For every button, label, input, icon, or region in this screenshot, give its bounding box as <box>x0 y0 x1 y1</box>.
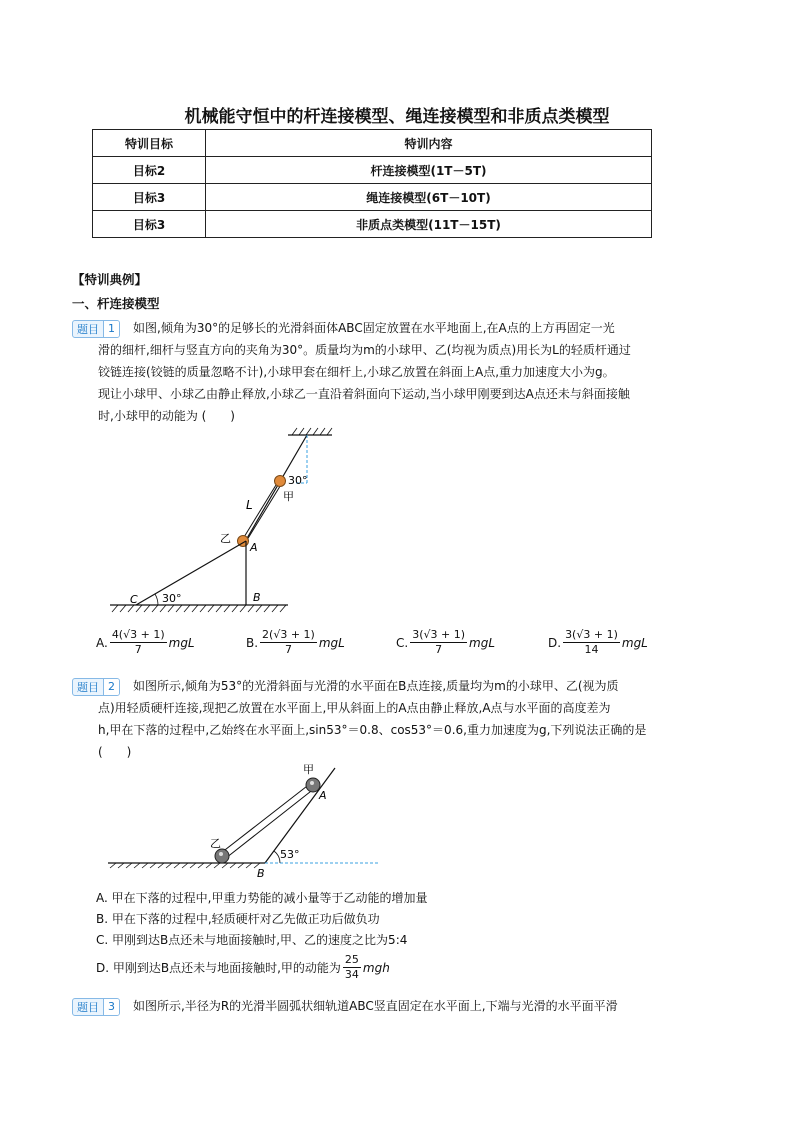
table-header-cell: 特训内容 <box>206 130 652 157</box>
question-text-line: 滑的细杆,细杆与竖直方向的夹角为30°。质量均为m的小球甲、乙(均视为质点)用长为L的轻质杆通过 <box>98 343 631 357</box>
table-cell: 目标3 <box>93 211 206 238</box>
option-d[interactable] <box>548 628 648 657</box>
option-letter: B. <box>246 635 259 650</box>
badge-label: 题目 <box>77 323 99 336</box>
page-title: 机械能守恒中的杆连接模型、绳连接模型和非质点类模型 <box>184 107 610 127</box>
option-a[interactable]: A. 甲在下落的过程中,甲重力势能的减小量等于乙动能的增加量 <box>96 891 428 905</box>
figure-label: 30° <box>288 474 308 487</box>
fraction <box>563 628 620 657</box>
question-text-line: 如图,倾角为30°的足够长的光滑斜面体ABC固定放置在水平地面上,在A点的上方再固定一光 <box>133 321 615 335</box>
table-cell: 非质点类模型(11T－15T) <box>206 211 652 238</box>
question-text-line: 时,小球甲的动能为 ( ) <box>98 409 235 423</box>
q1-figure <box>100 425 360 625</box>
question-text-line: 铰链连接(铰链的质量忽略不计),小球甲套在细杆上,小球乙放置在斜面上A点,重力加速度大小为g。 <box>98 365 615 379</box>
question-badge <box>72 998 120 1016</box>
figure-label: B <box>257 867 265 880</box>
option-c[interactable] <box>396 628 548 657</box>
option-letter: A. <box>96 635 108 650</box>
question-text-line: h,甲在下落的过程中,乙始终在水平面上,sin53°＝0.8、cos53°＝0.6,重力加速度为g,下列说法正确的是 <box>98 723 647 737</box>
figure-label: A <box>250 541 258 554</box>
option-tail: mgh <box>362 960 390 975</box>
fraction <box>260 628 317 657</box>
question-text-line: 现让小球甲、小球乙由静止释放,小球乙一直沿着斜面向下运动,当小球甲刚要到达A点还未与斜面接触 <box>98 387 630 401</box>
figure-label: 30° <box>162 592 182 605</box>
option-text: D. 甲刚到达B点还未与地面接触时,甲的动能为 <box>96 960 341 975</box>
fraction-denominator: 7 <box>284 643 292 656</box>
option-letter: D. <box>548 635 562 650</box>
fraction-denominator: 7 <box>134 643 142 656</box>
question-badge <box>72 678 120 696</box>
option-tail: mgL <box>318 635 345 650</box>
figure-label: B <box>253 591 261 604</box>
fraction-numerator: 25 <box>344 953 359 966</box>
table-header-row <box>93 130 652 157</box>
option-tail: mgL <box>168 635 195 650</box>
option-d[interactable] <box>96 953 390 982</box>
badge-number: 1 <box>103 321 119 337</box>
figure-label: A <box>319 789 327 802</box>
q1-options <box>96 628 648 657</box>
badge-number: 2 <box>103 679 119 695</box>
table-cell: 目标2 <box>93 157 206 184</box>
subsection-title: 一、杆连接模型 <box>72 296 160 311</box>
fraction-numerator: 3(√3 + 1) <box>412 628 466 641</box>
q2-figure <box>100 760 390 880</box>
training-targets-table <box>92 129 652 238</box>
figure-label: 乙 <box>220 532 231 545</box>
fraction <box>410 628 467 657</box>
table-row <box>93 184 652 211</box>
fraction-numerator: 3(√3 + 1) <box>565 628 618 641</box>
option-b[interactable] <box>246 628 396 657</box>
fraction-denominator: 7 <box>435 643 443 656</box>
question-text-line: ( ) <box>98 745 132 759</box>
badge-number: 3 <box>103 999 119 1015</box>
figure-label: 甲 <box>303 763 314 776</box>
table-row <box>93 157 652 184</box>
table-cell: 目标3 <box>93 184 206 211</box>
fraction-denominator: 34 <box>344 968 359 981</box>
badge-label: 题目 <box>77 1001 99 1014</box>
fraction <box>110 628 167 657</box>
option-c[interactable]: C. 甲刚到达B点还未与地面接触时,甲、乙的速度之比为5:4 <box>96 933 408 947</box>
fraction-numerator: 2(√3 + 1) <box>262 628 315 641</box>
option-letter: C. <box>396 635 409 650</box>
question-text-line: 如图所示,半径为R的光滑半圆弧状细轨道ABC竖直固定在水平面上,下端与光滑的水平面平滑 <box>133 999 618 1013</box>
fraction-denominator: 14 <box>584 643 599 656</box>
option-tail: mgL <box>621 635 648 650</box>
section-title: 【特训典例】 <box>72 272 148 287</box>
fraction-numerator: 4(√3 + 1) <box>111 628 165 641</box>
badge-label: 题目 <box>77 681 99 694</box>
question-text-line: 如图所示,倾角为53°的光滑斜面与光滑的水平面在B点连接,质量均为m的小球甲、乙(视为质 <box>133 679 619 693</box>
table-cell: 杆连接模型(1T－5T) <box>206 157 652 184</box>
option-b[interactable]: B. 甲在下落的过程中,轻质硬杆对乙先做正功后做负功 <box>96 912 380 926</box>
figure-label: 乙 <box>210 837 221 850</box>
question-badge <box>72 320 120 338</box>
table-row <box>93 211 652 238</box>
figure-label: 甲 <box>283 490 294 503</box>
figure-label: 53° <box>280 848 300 861</box>
figure-label: L <box>246 498 253 512</box>
table-header-cell: 特训目标 <box>93 130 206 157</box>
table-cell: 绳连接模型(6T－10T) <box>206 184 652 211</box>
question-text-line: 点)用轻质硬杆连接,现把乙放置在水平面上,甲从斜面上的A点由静止释放,A点与水平面的高度差为 <box>98 701 611 715</box>
option-a[interactable] <box>96 628 246 657</box>
fraction <box>343 953 361 982</box>
option-tail: mgL <box>469 635 496 650</box>
figure-label: C <box>130 593 138 606</box>
